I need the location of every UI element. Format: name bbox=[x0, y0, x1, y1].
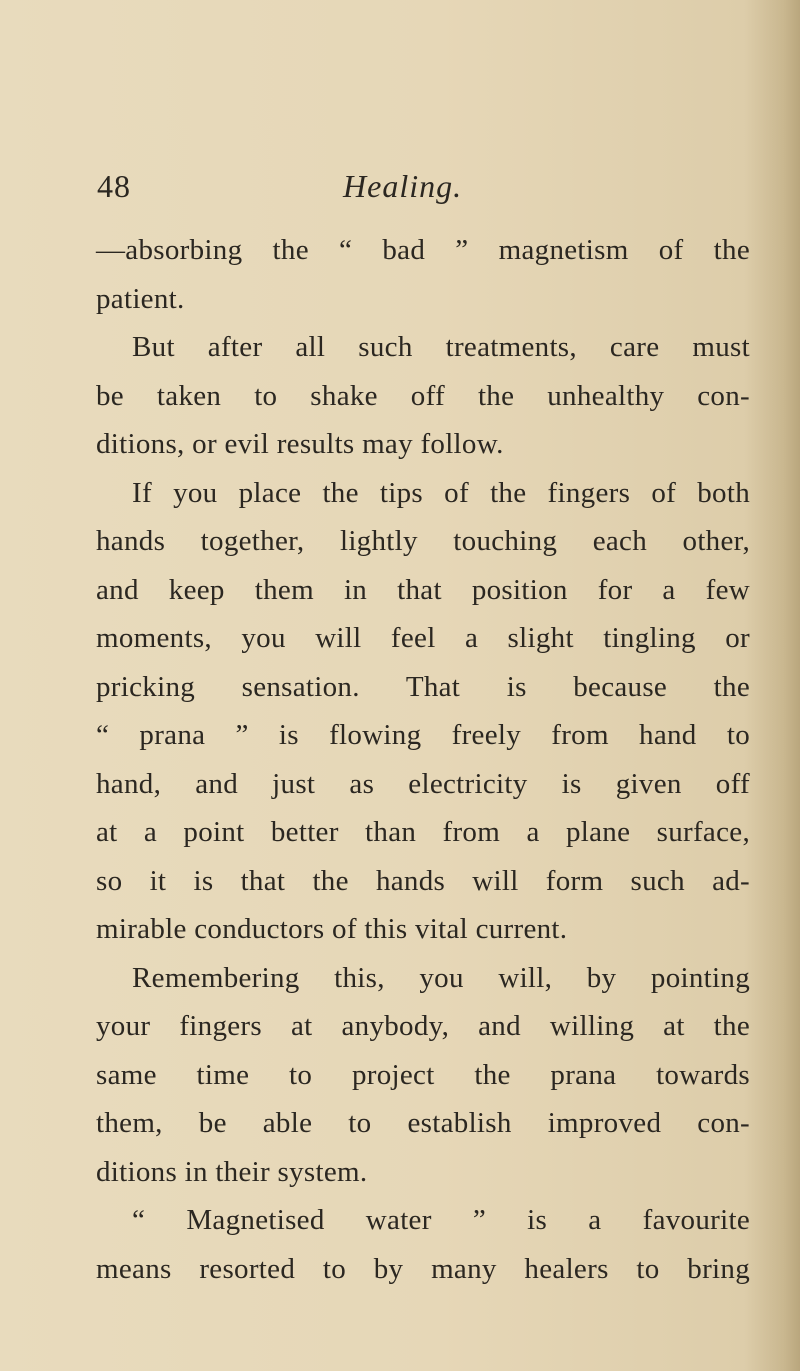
text-line-15: mirable conductors of this vital current. bbox=[96, 913, 568, 945]
text-line-10: pricking sensation. That is because the bbox=[96, 670, 750, 703]
text-line-18: same time to project the prana towards bbox=[96, 1058, 750, 1091]
text-line-1: —absorbing the “ bad ” magnetism of the bbox=[96, 234, 750, 266]
running-title: Healing. bbox=[343, 168, 463, 204]
text-line-22: means resorted to by many healers to bring bbox=[96, 1252, 750, 1285]
text-line-3: But after all such treatments, care must bbox=[132, 331, 750, 363]
text-line-12: hand, and just as electricity is given off bbox=[96, 767, 750, 800]
text-line-2: patient. bbox=[96, 282, 185, 315]
text-line-20: ditions in their system. bbox=[96, 1155, 368, 1188]
text-line-17: your fingers at anybody, and willing at the bbox=[96, 1010, 750, 1042]
text-line-8: and keep them in that position for a few bbox=[96, 573, 750, 606]
text-line-13: at a point better than from a plane surface, bbox=[96, 816, 750, 848]
text-line-21: “ Magnetised water ” is a favourite bbox=[132, 1204, 750, 1236]
text-line-14: so it is that the hands will form such ad- bbox=[96, 864, 750, 897]
page-number: 48 bbox=[97, 168, 131, 204]
text-line-7: hands together, lightly touching each other, bbox=[96, 525, 750, 557]
text-line-5: ditions, or evil results may follow. bbox=[96, 428, 504, 460]
text-line-4: be taken to shake off the unhealthy con- bbox=[96, 379, 750, 412]
text-line-19: them, be able to establish improved con- bbox=[96, 1107, 750, 1139]
body-text bbox=[96, 226, 750, 1293]
text-line-16: Remembering this, you will, by pointing bbox=[132, 961, 750, 994]
page-header bbox=[95, 168, 715, 214]
text-line-6: If you place the tips of the fingers of both bbox=[132, 476, 750, 509]
text-line-9: moments, you will feel a slight tingling or bbox=[96, 622, 750, 654]
text-line-11: “ prana ” is flowing freely from hand to bbox=[96, 719, 750, 751]
